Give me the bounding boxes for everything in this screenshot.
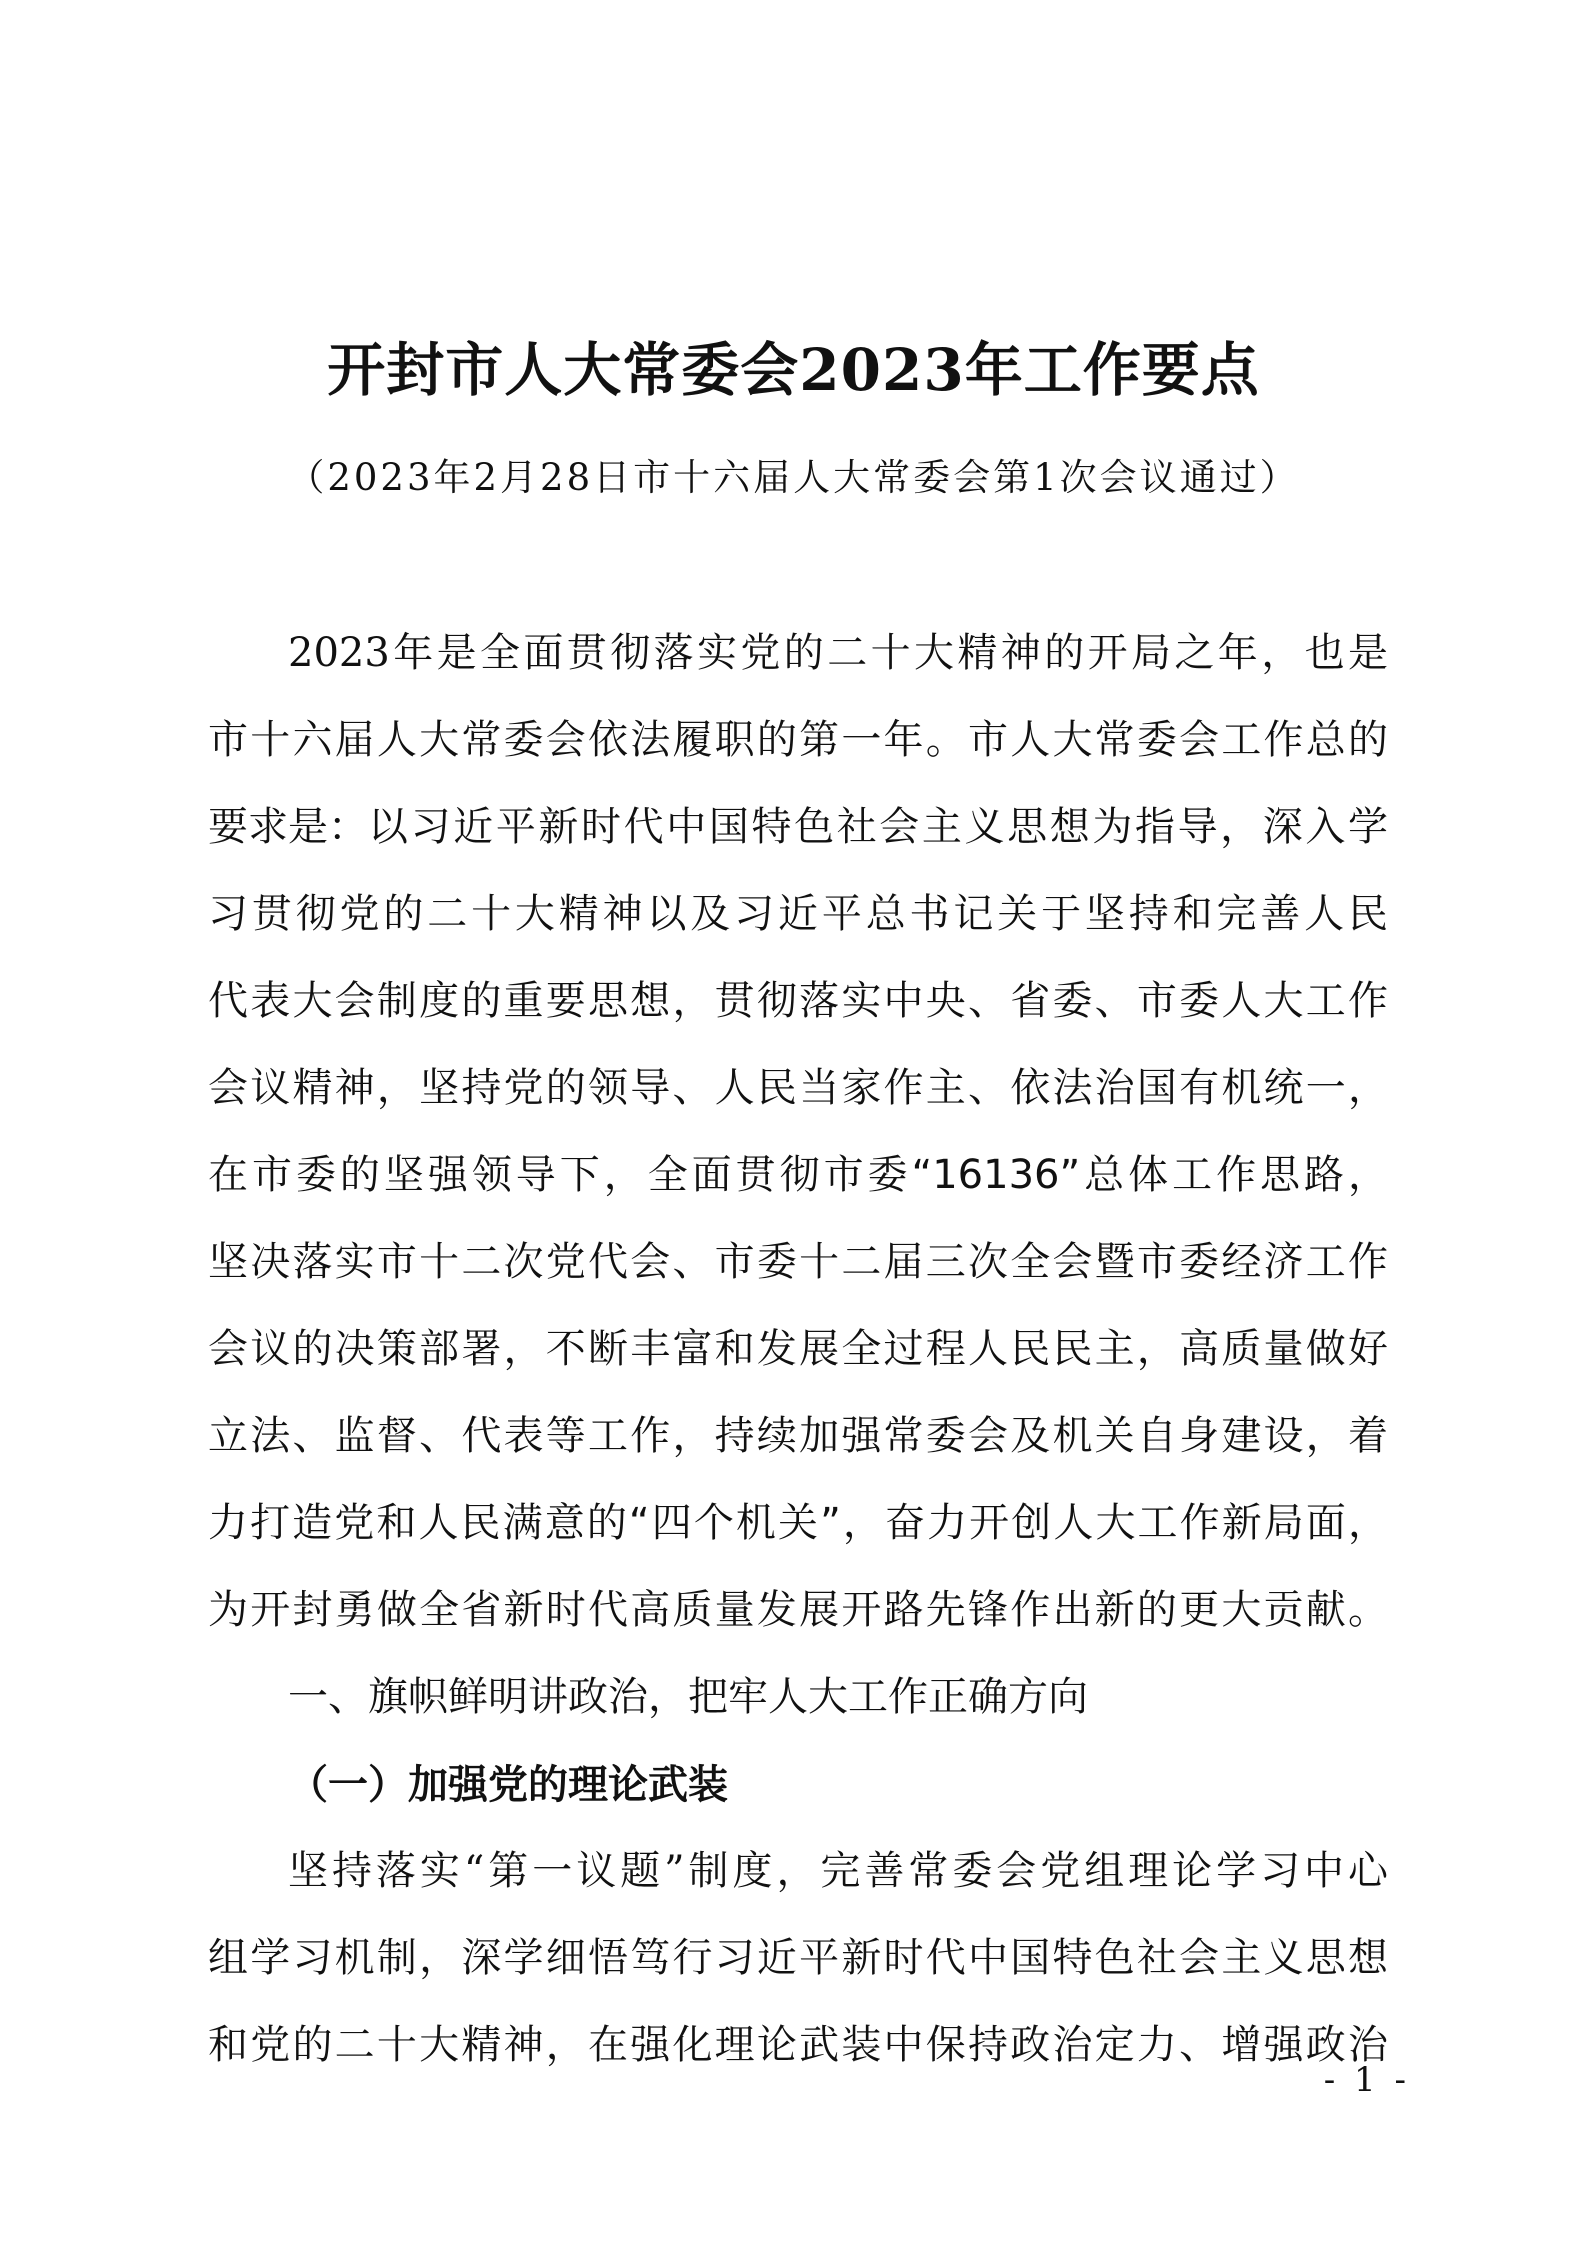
paragraph-line-text: 组学习机制，深学细悟笃行习近平新时代中国特色社会主义思想: [208, 1935, 1388, 1981]
paragraph-line: [208, 1045, 1388, 1132]
paragraph-line-emphasis: 以习近平新时代中国特色社会主义思想为指导，深入学: [368, 804, 1388, 850]
paragraph-line: [208, 1219, 1388, 1306]
paragraph-line-text: 和党的二十大精神，在强化理论武装中保持政治定力、增强政治: [208, 2022, 1388, 2068]
page-number: - 1 -: [1323, 2060, 1410, 2100]
paragraph-line-emphasis: 会议的决策部署，不断丰富和发展全过程人民民主，高质量做好: [208, 1326, 1388, 1372]
document-body: [208, 610, 1388, 2089]
paragraph-line: [208, 1480, 1388, 1567]
paragraph-line: [208, 1306, 1388, 1393]
paragraph-line-emphasis: 会议精神，坚持党的领导、人民当家作主、依法治国有机统一，: [208, 1065, 1388, 1111]
paragraph-line: [208, 1132, 1388, 1219]
paragraph-line-emphasis: 在市委的坚强领导下，全面贯彻市委“16136”总体工作思路，: [208, 1152, 1388, 1198]
paragraph-line-prefix: 要求是：: [208, 804, 368, 850]
paragraph-line-text: 坚持落实“第一议题”制度，完善常委会党组理论学习中心: [288, 1848, 1388, 1894]
paragraph-line: [208, 1393, 1388, 1480]
paragraph-line: [208, 697, 1388, 784]
paragraph-line-emphasis: 坚决落实市十二次党代会、市委十二届三次全会暨市委经济工作: [208, 1239, 1388, 1285]
paragraph-line: [208, 610, 1388, 697]
document-subtitle: （2023年2月28日市十六届人大常委会第1次会议通过）: [287, 456, 1300, 499]
paragraph-line: [208, 2002, 1388, 2089]
subsection-heading: （一）加强党的理论武装: [288, 1761, 728, 1808]
paragraph-line-text: 市十六届人大常委会依法履职的第一年。市人大常委会工作总的: [208, 717, 1388, 763]
paragraph-line: [208, 1915, 1388, 2002]
paragraph-line: [208, 1828, 1388, 1915]
paragraph-line-emphasis: 力打造党和人民满意的“四个机关”，奋力开创人大工作新局面，: [208, 1500, 1388, 1546]
paragraph-line: [208, 1567, 1388, 1654]
paragraph-line-text: 2023年是全面贯彻落实党的二十大精神的开局之年，也是: [288, 630, 1388, 676]
paragraph-line: [208, 871, 1388, 958]
paragraph-line: [208, 784, 1388, 871]
section-heading: 一、旗帜鲜明讲政治，把牢人大工作正确方向: [288, 1674, 1088, 1720]
paragraph-line-emphasis: 代表大会制度的重要思想，贯彻落实中央、省委、市委人大工作: [208, 978, 1388, 1024]
document-title: 开封市人大常委会2023年工作要点: [327, 336, 1260, 404]
paragraph-line-emphasis: 立法、监督、代表等工作，持续加强常委会及机关自身建设，着: [208, 1413, 1388, 1459]
paragraph-line-emphasis: 为开封勇做全省新时代高质量发展开路先锋作出新的更大贡献。: [208, 1587, 1388, 1633]
paragraph-line-emphasis: 习贯彻党的二十大精神以及习近平总书记关于坚持和完善人民: [208, 891, 1388, 937]
paragraph-line: [208, 958, 1388, 1045]
